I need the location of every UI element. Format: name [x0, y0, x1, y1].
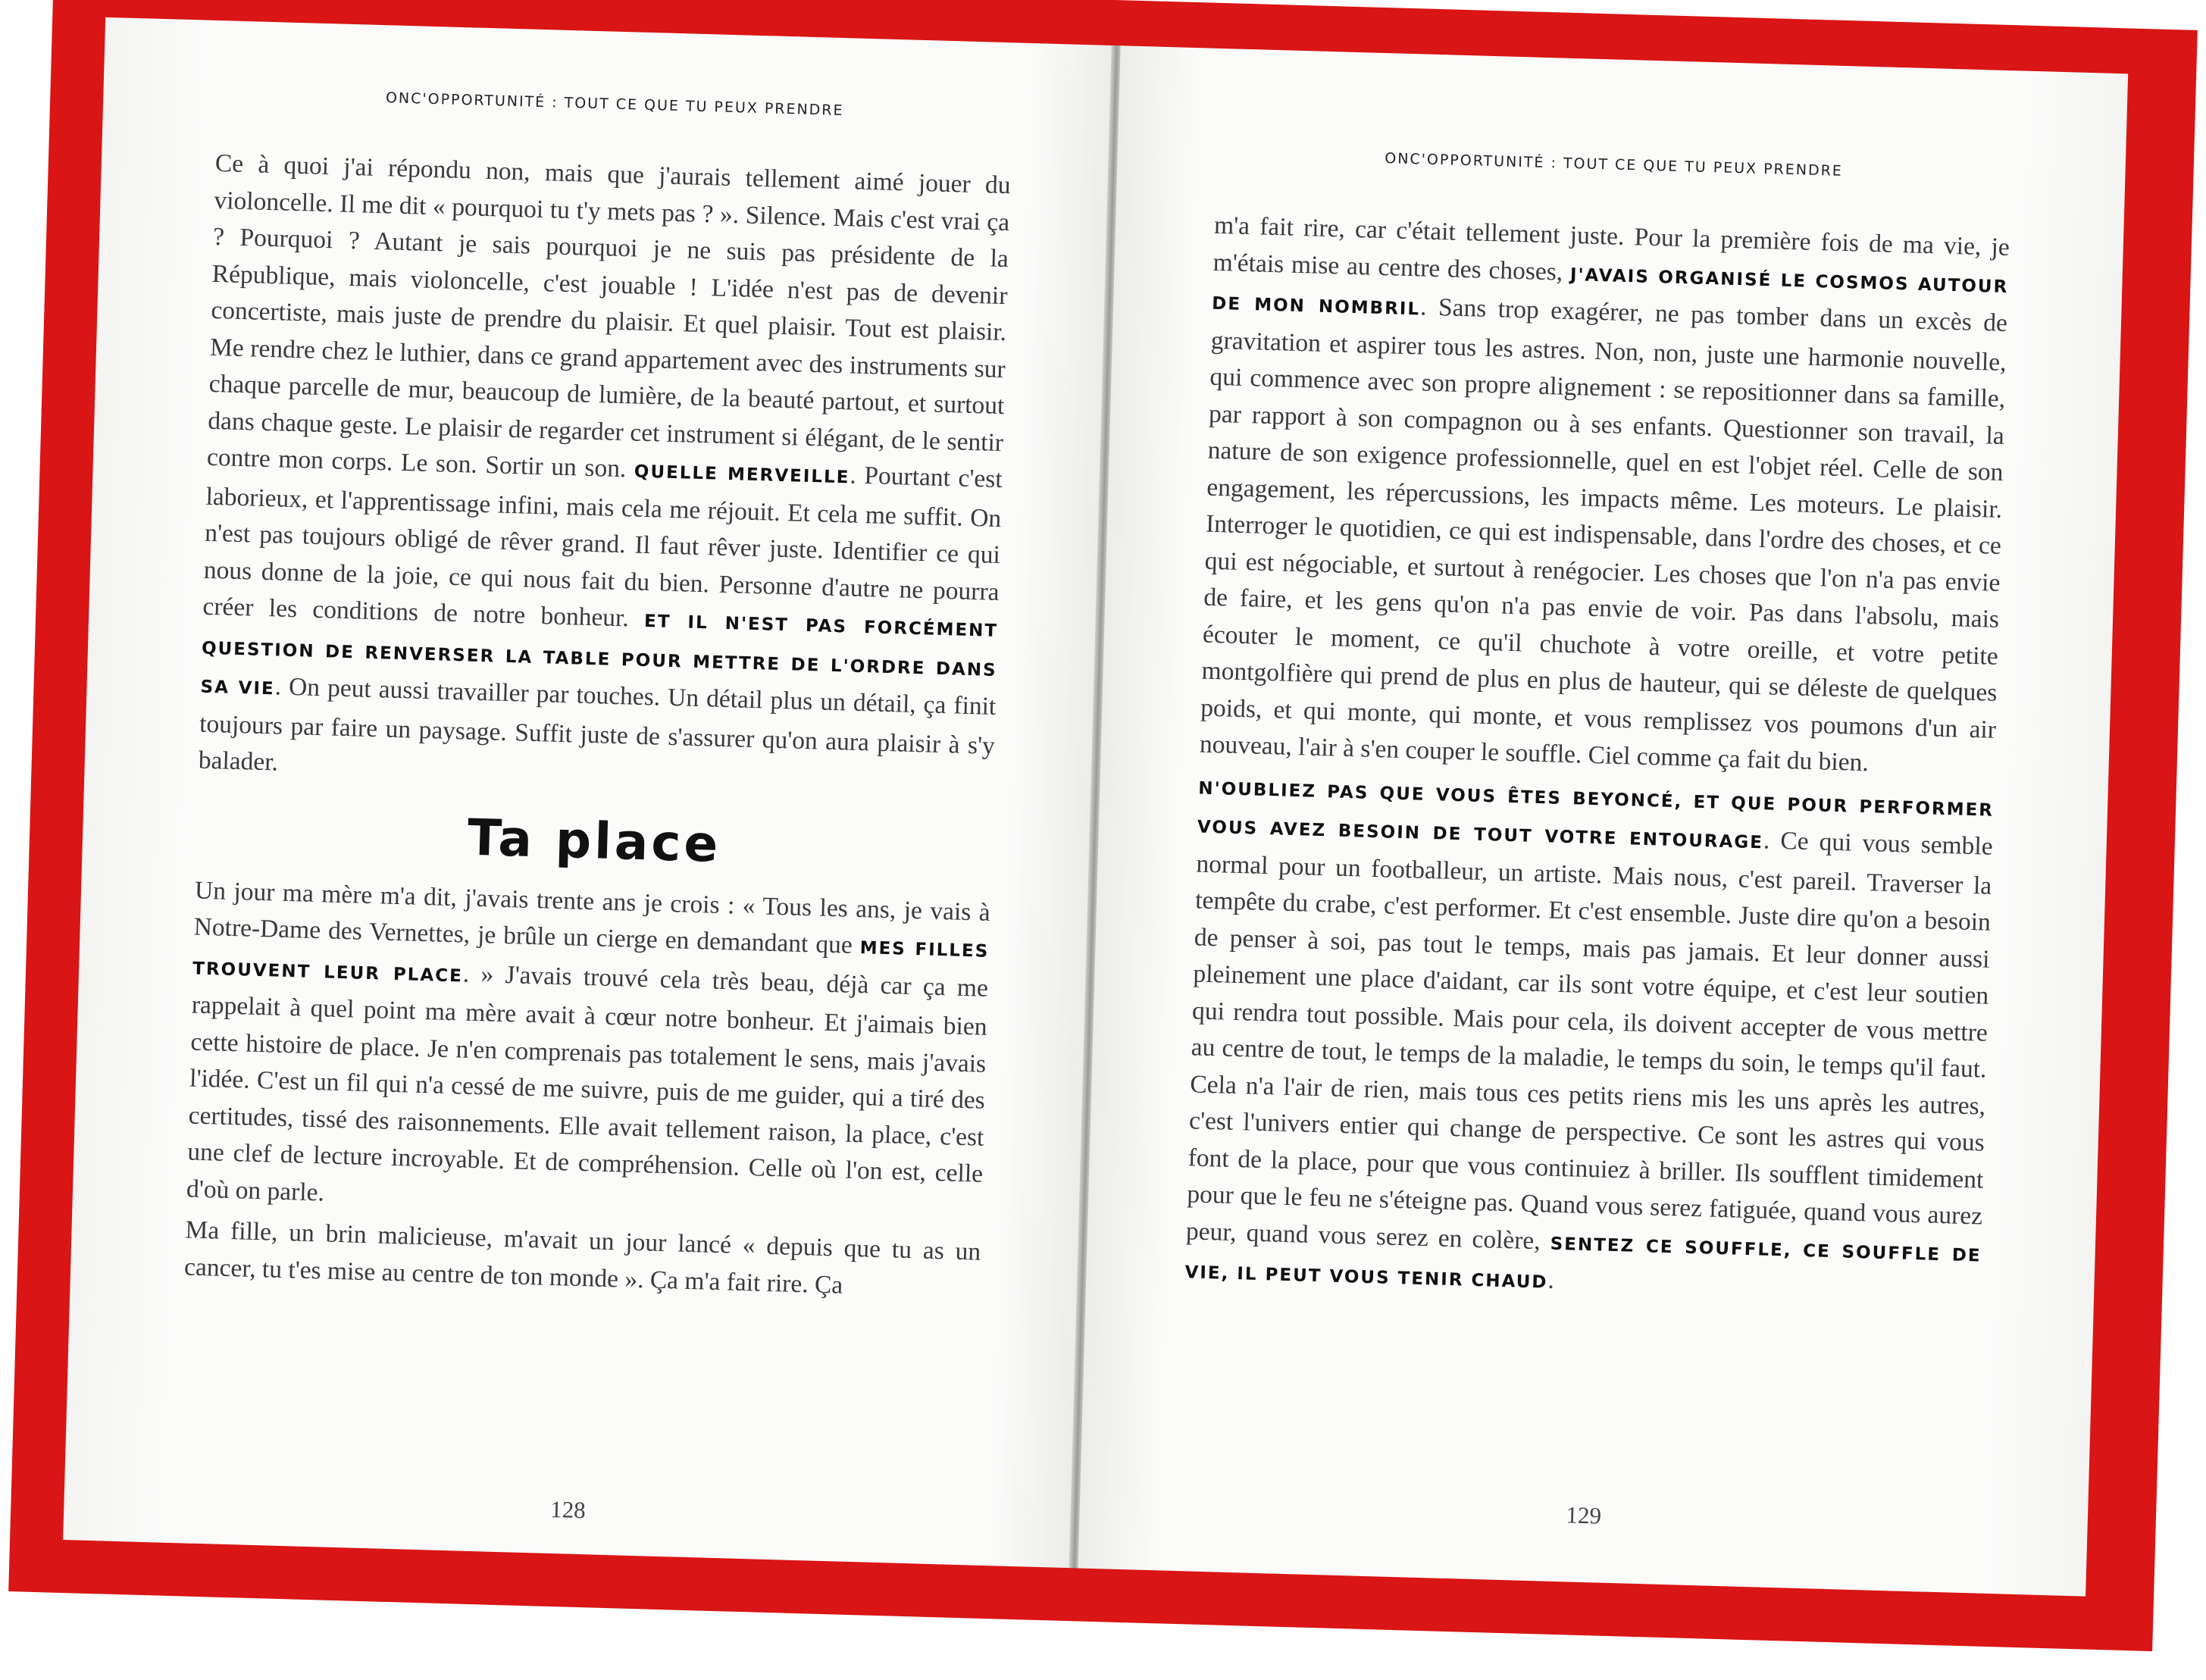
highlight-souffle-de-vie: SENTEZ CE SOUFFLE, CE SOUFFLE DE VIE, IL PEUT VOUS TENIR CHAUD [1184, 1234, 1982, 1293]
highlight-trouvent-leur-place: MES FILLES TROUVENT LEUR PLACE [192, 938, 990, 986]
highlight-cosmos-nombril: J'AVAIS ORGANISÉ LE COSMOS AUTOUR DE MON NOMBRIL [1211, 264, 2009, 320]
right-page [1078, 45, 2129, 1596]
text-segment: . » J'avais trouvé cela très beau, déjà car ça me rappelait à quel point ma mère avait à cœur notre bonheur. Et j'aimais bien cette histoire de place. Je n'en comprenais pas totalement le sens, mais j'avais l'idée. C'est un fil qui n'a cessé de me suivre, puis de me guider, qui a tiré des certitudes, tissé des raisonnements. Elle avait tellement raison, la place, c'est une clef de lecture incroyable. Et de compréhension. Celle où l'on est, celle d'où on parle. [186, 959, 989, 1206]
text-segment: Un jour ma mère m'a dit, j'avais trente ans je crois : « Tous les ans, je vais à Notre-Dame des Vernettes, je brûle un cierge en demandant que [193, 876, 991, 960]
text-segment: . Ce qui vous semble normal pour un footballeur, un artiste. Mais nous, c'est pareil. Traverser la tempête du crabe, c'est performer. Et c'est ensemble. Juste dire qu'on a besoin de penser à soi, pas tout le temps, mais pas jamais. Et leur donner aussi pleinement une place d'aidant, car ils sont votre équipe, et c'est leur soutien qui rendra tout possible. Mais pour cela, ils doivent accepter de vous mettre au centre de tout, le temps de la maladie, le temps du soin, le temps qu'il faut. Cela n'a l'air de rien, mais tous ces petits riens mis les uns après les autres, c'est l'univers entier qui change de perspective. Ce sont les astres qui vous font de la place, pour que vous continuiez à briller. Ils soufflent timidement pour que le feu ne s'éteigne pas. Quand vous serez fatiguée, quand vous aurez peur, quand vous serez en colère, [1185, 826, 1994, 1256]
running-head-left: ONC'OPPORTUNITÉ : TOUT CE QUE TU PEUX PRENDRE [385, 89, 844, 120]
highlight-beyonce: N'OUBLIEZ PAS QUE VOUS ÊTES BEYONCÉ, ET QUE POUR PERFORMER VOUS AVEZ BESOIN DE TOUT VOTRE ENTOURAGE [1197, 777, 1995, 853]
page-number-right: 129 [1566, 1501, 1602, 1529]
text-segment: . On peut aussi travailler par touches. Un détail plus un détail, ça finit toujours par faire un paysage. Suffit juste de s'assurer qu'on aura plaisir à s'y balader. [198, 672, 997, 777]
left-paragraph-3: Ma fille, un brin malicieuse, m'avait un jour lancé « depuis que tu as un cancer, tu t'es mise au centre de ton monde ». Ça m'a fait rire. Ça [183, 1215, 981, 1300]
highlight-quelle-merveille: QUELLE MERVEILLE [634, 461, 850, 488]
left-paragraph-1 [198, 145, 1011, 801]
text-segment: . [1547, 1265, 1555, 1294]
highlight-renverser-la-table: ET IL N'EST PAS FORCÉMENT QUESTION DE RENVERSER LA TABLE POUR METTRE DE L'ORDRE DANS SA VIE [200, 611, 999, 699]
left-paragraph-2 [186, 872, 990, 1230]
right-paragraph-1 [1199, 208, 2010, 786]
right-paragraph-2 [1184, 768, 1995, 1313]
running-head-right: ONC'OPPORTUNITÉ : TOUT CE QUE TU PEUX PRENDRE [1385, 150, 1844, 180]
text-segment: . Sans trop exagérer, ne pas tomber dans un excès de gravitation et aspirer tous les astres. Non, non, juste une harmonie nouvelle, qui commence avec son propre alignement : se repositionner dans sa famille, par rapport à son compagnon ou à ses enfants. Questionner son travail, la nature de son exigence professionnelle, quel en est l'objet réel. Celle de son engagement, les répercussions, les impacts même. Les moteurs. Le plaisir. Interroger le quotidien, ce qui est indispensable, dans l'ordre des choses, et ce qui est négociable, et surtout à renégocier. Les choses que l'on n'a pas envie de faire, et les gens qu'on n'a pas envie de voir. Pas dans l'absolu, mais écouter le moment, ce qu'il chuchote à votre oreille, et votre petite montgolfière qui prend de plus en plus de hauteur, qui se déleste de quelques poids, et qui monte, qui monte, et vous remplissez vos poumons d'un air nouveau, l'air à s'en couper le souffle. Ciel comme ça fait du bien. [1199, 293, 2008, 777]
text-segment: Ce à quoi j'ai répondu non, mais que j'aurais tellement aimé jouer du violoncelle. Il me dit « pourquoi tu t'y mets pas ? ». Silence. Mais c'est vrai ça ? Pourquoi ? Autant je sais pourquoi je ne suis pas présidente de la République, mais violoncelle, c'est jouable ! L'idée n'est pas de devenir concertiste, mais juste de prendre du plaisir. Et quel plaisir. Tout est plaisir. Me rendre chez le luthier, dans ce grand appartement avec des instruments sur chaque parcelle de mur, beaucoup de lumière, de la beauté partout, et surtout dans chaque geste. Le plaisir de regarder cet instrument si élégant, de le sentir contre mon corps. Le son. Sortir un son. [206, 149, 1012, 483]
left-page [63, 17, 1113, 1568]
page-number-left: 128 [549, 1495, 587, 1524]
section-title: Ta place [466, 808, 722, 874]
text-segment: . Pourtant c'est laborieux, et l'apprentissage infini, mais cela me réjouit. Et cela me suffit. On n'est pas toujours obligé de rêver grand. Il faut rêver juste. Identifier ce qui nous donne de la joie, ce qui nous fait du bien. Personne d'autre ne pourra créer les conditions de notre bonheur. [202, 461, 1003, 633]
text-segment: m'a fait rire, car c'était tellement juste. Pour la première fois de ma vie, je m'étais mise au centre des choses, [1213, 211, 2010, 286]
